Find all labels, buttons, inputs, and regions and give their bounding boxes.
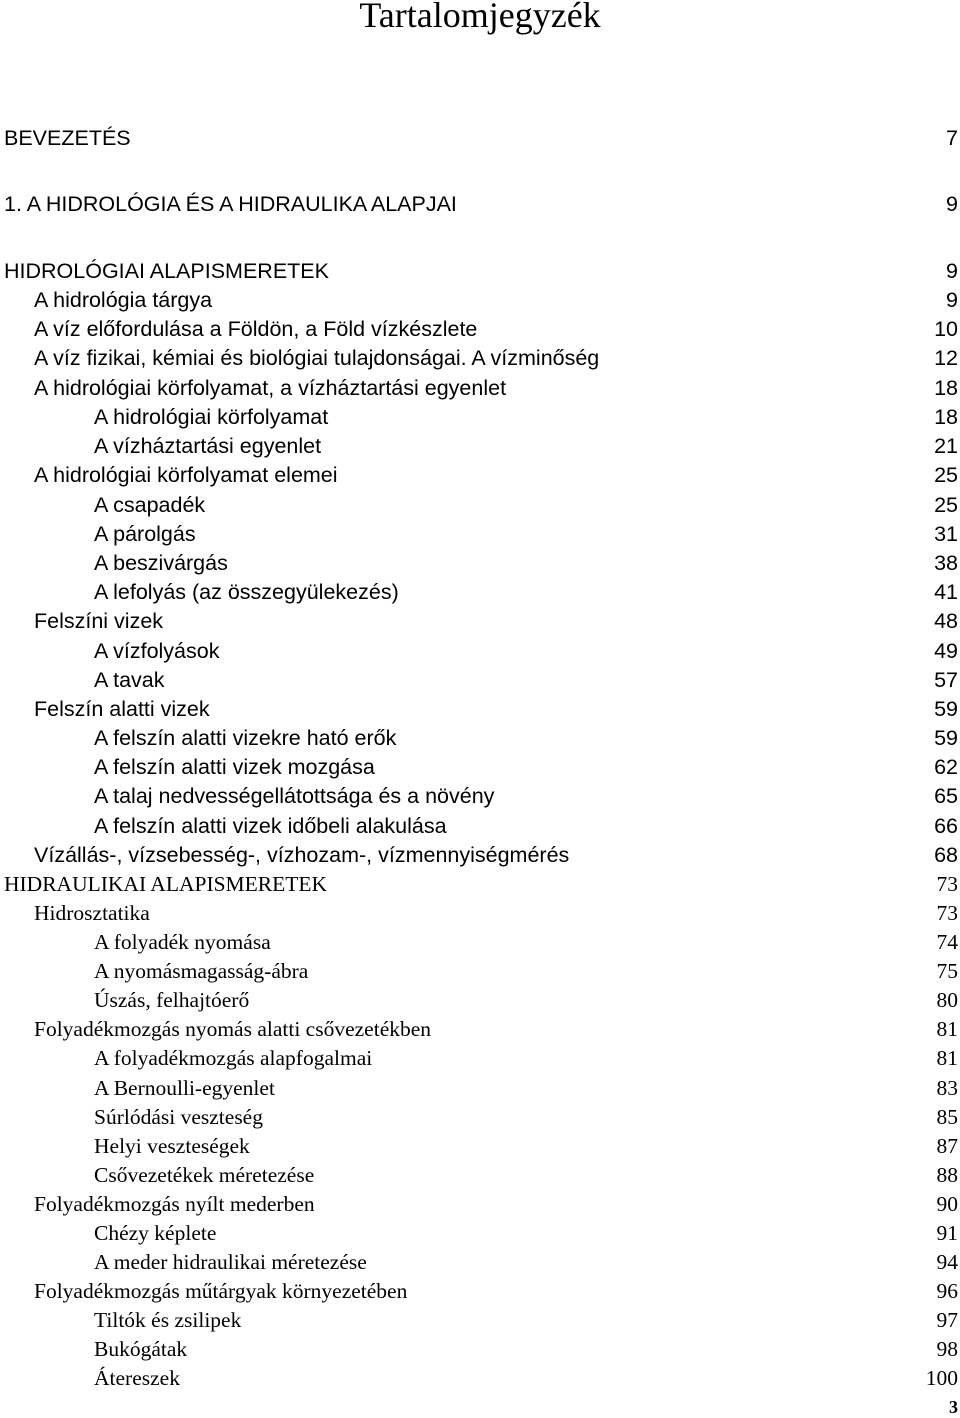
toc-entry [0, 286, 958, 315]
toc-entry [0, 1335, 958, 1364]
toc-entry-label: Folyadékmozgás nyomás alatti csővezetékben [34, 1017, 432, 1041]
toc-entry-label: Helyi veszteségek [94, 1134, 250, 1158]
toc-entry-label: A víz előfordulása a Földön, a Föld vízkészlete [34, 317, 478, 341]
toc-entry [0, 1161, 958, 1190]
toc-entry-page: 88 [936, 1163, 958, 1187]
toc-entry [0, 520, 958, 549]
toc-entry-label: A párolgás [94, 522, 196, 546]
toc-entry-page: 21 [934, 434, 958, 458]
toc-entry-label: A beszivárgás [94, 551, 228, 575]
toc-entry-label: A hidrológiai körfolyamat elemei [34, 463, 338, 487]
toc-entry [0, 607, 958, 636]
toc-entry-page: 81 [936, 1046, 958, 1070]
toc-entry [0, 190, 958, 219]
toc-entry-page: 18 [934, 376, 958, 400]
toc-entry [0, 812, 958, 841]
toc-entry-label: HIDROLÓGIAI ALAPISMERETEK [4, 259, 329, 283]
toc-entry-label: A tavak [94, 668, 165, 692]
toc-entry-label: A felszín alatti vizekre ható erők [94, 726, 397, 750]
toc-entry-label: Folyadékmozgás nyílt mederben [34, 1192, 315, 1216]
toc-entry-label: Felszín alatti vizek [34, 697, 210, 721]
toc-entry-label: Súrlódási veszteség [94, 1105, 263, 1129]
toc-entry-label: A vízháztartási egyenlet [94, 434, 322, 458]
toc-entry-page: 91 [936, 1221, 958, 1245]
toc-entry-page: 48 [934, 609, 958, 633]
toc-entry-label: Átereszek [94, 1366, 180, 1390]
toc-entry [0, 1306, 958, 1335]
toc-entry-page: 75 [936, 959, 958, 983]
toc-entry [0, 1219, 958, 1248]
toc-entry-label: A Bernoulli-egyenlet [94, 1076, 275, 1100]
toc-entry-page: 25 [934, 493, 958, 517]
toc-entry [0, 1190, 958, 1219]
toc-entry-label: A felszín alatti vizek mozgása [94, 755, 375, 779]
toc-entry [0, 344, 958, 373]
toc-entry-label: A csapadék [94, 493, 206, 517]
toc-entry [0, 695, 958, 724]
toc-entry [0, 782, 958, 811]
toc-entry-page: 9 [946, 259, 958, 283]
toc-entry [0, 374, 958, 403]
toc-entry-label: Hidrosztatika [34, 901, 150, 925]
toc-entry [0, 753, 958, 782]
toc-entry-page: 31 [934, 522, 958, 546]
page-title: Tartalomjegyzék [359, 0, 601, 35]
toc-entry-label: HIDRAULIKAI ALAPISMERETEK [4, 872, 328, 896]
toc-entry-label: A víz fizikai, kémiai és biológiai tulajdonságai. A vízminőség [34, 346, 600, 370]
toc-entry [0, 899, 958, 928]
toc-entry-label: A hidrológiai körfolyamat, a vízháztartási egyenlet [34, 376, 507, 400]
toc-entry-page: 10 [934, 317, 958, 341]
toc-entry [0, 928, 958, 957]
toc-entry [0, 1015, 958, 1044]
toc-entry [0, 549, 958, 578]
toc-entry-page: 38 [934, 551, 958, 575]
toc-entry-label: A vízfolyások [94, 639, 220, 663]
toc-entry-page: 94 [936, 1250, 958, 1274]
toc-entry-label: Chézy képlete [94, 1221, 217, 1245]
toc-entry-page: 25 [934, 463, 958, 487]
toc-entry-page: 18 [934, 405, 958, 429]
toc-entry-page: 68 [934, 843, 958, 867]
toc-entry-page: 85 [936, 1105, 958, 1129]
toc-entry-page: 12 [934, 346, 958, 370]
toc-entry [0, 578, 958, 607]
toc-entry-label: A folyadék nyomása [94, 930, 271, 954]
toc-entry-label: A hidrológiai körfolyamat [94, 405, 329, 429]
toc-entry-page: 62 [934, 755, 958, 779]
toc-entry-label: BEVEZETÉS [4, 126, 131, 150]
toc-entry-page: 97 [936, 1308, 958, 1332]
toc-entry-label: A meder hidraulikai méretezése [94, 1250, 367, 1274]
toc-entry-page: 57 [934, 668, 958, 692]
toc-entry-label: A lefolyás (az összegyülekezés) [94, 580, 399, 604]
toc-entry-page: 98 [936, 1337, 958, 1361]
toc-entry [0, 432, 958, 461]
toc-entry [0, 637, 958, 666]
toc-entry-page: 100 [925, 1366, 958, 1390]
toc-entry [0, 315, 958, 344]
toc-entry-label: 1. A HIDROLÓGIA ÉS A HIDRAULIKA ALAPJAI [4, 192, 457, 216]
toc-entry-label: A talaj nedvességellátottsága és a növény [94, 784, 495, 808]
toc-entry-page: 74 [936, 930, 958, 954]
toc-entry-page: 83 [936, 1076, 958, 1100]
toc-entry-page: 73 [936, 901, 958, 925]
toc-entry-page: 80 [936, 988, 958, 1012]
toc-entry [0, 1132, 958, 1161]
toc-entry-label: A folyadékmozgás alapfogalmai [94, 1046, 373, 1070]
toc-entry [0, 124, 958, 153]
toc-entry-label: Úszás, felhajtóerő [94, 988, 250, 1012]
toc-entry-label: Bukógátak [94, 1337, 188, 1361]
toc-entry [0, 257, 958, 286]
toc-entry [0, 870, 958, 899]
toc-entry [0, 841, 958, 870]
toc-entry-label: A hidrológia tárgya [34, 288, 213, 312]
toc-entry-page: 90 [936, 1192, 958, 1216]
toc-entry-label: Csővezetékek méretezése [94, 1163, 315, 1187]
toc-entry [0, 957, 958, 986]
toc-entry [0, 403, 958, 432]
toc-entry [0, 1074, 958, 1103]
toc-entry-page: 9 [946, 192, 958, 216]
toc-entry-label: A felszín alatti vizek időbeli alakulása [94, 814, 447, 838]
toc-entry [0, 1044, 958, 1073]
toc-entry-page: 66 [934, 814, 958, 838]
toc-entry-page: 9 [946, 288, 958, 312]
toc-entry-page: 81 [936, 1017, 958, 1041]
toc-entry-label: Vízállás-, vízsebesség-, vízhozam-, vízmennyiségmérés [34, 843, 570, 867]
toc-entry [0, 491, 958, 520]
toc-entry-label: A nyomásmagasság-ábra [94, 959, 309, 983]
toc-entry [0, 461, 958, 490]
toc-entry-page: 87 [936, 1134, 958, 1158]
toc-entry [0, 1277, 958, 1306]
toc-entry-label: Felszíni vizek [34, 609, 164, 633]
toc-entry-page: 96 [936, 1279, 958, 1303]
toc-entry [0, 724, 958, 753]
toc-entry-page: 59 [934, 697, 958, 721]
toc-entry-page: 49 [934, 639, 958, 663]
toc-entry [0, 1103, 958, 1132]
toc-entry [0, 1364, 958, 1393]
toc-entry-page: 7 [946, 126, 958, 150]
toc-entry-page: 73 [936, 872, 958, 896]
page-number: 3 [949, 1397, 958, 1417]
toc-entry [0, 666, 958, 695]
toc-entry-label: Folyadékmozgás műtárgyak környezetében [34, 1279, 408, 1303]
toc-entry-page: 59 [934, 726, 958, 750]
toc-entry-page: 65 [934, 784, 958, 808]
toc-entry-label: Tiltók és zsilipek [94, 1308, 242, 1332]
toc-entry [0, 986, 958, 1015]
toc-entry-page: 41 [934, 580, 958, 604]
toc-entry [0, 1248, 958, 1277]
